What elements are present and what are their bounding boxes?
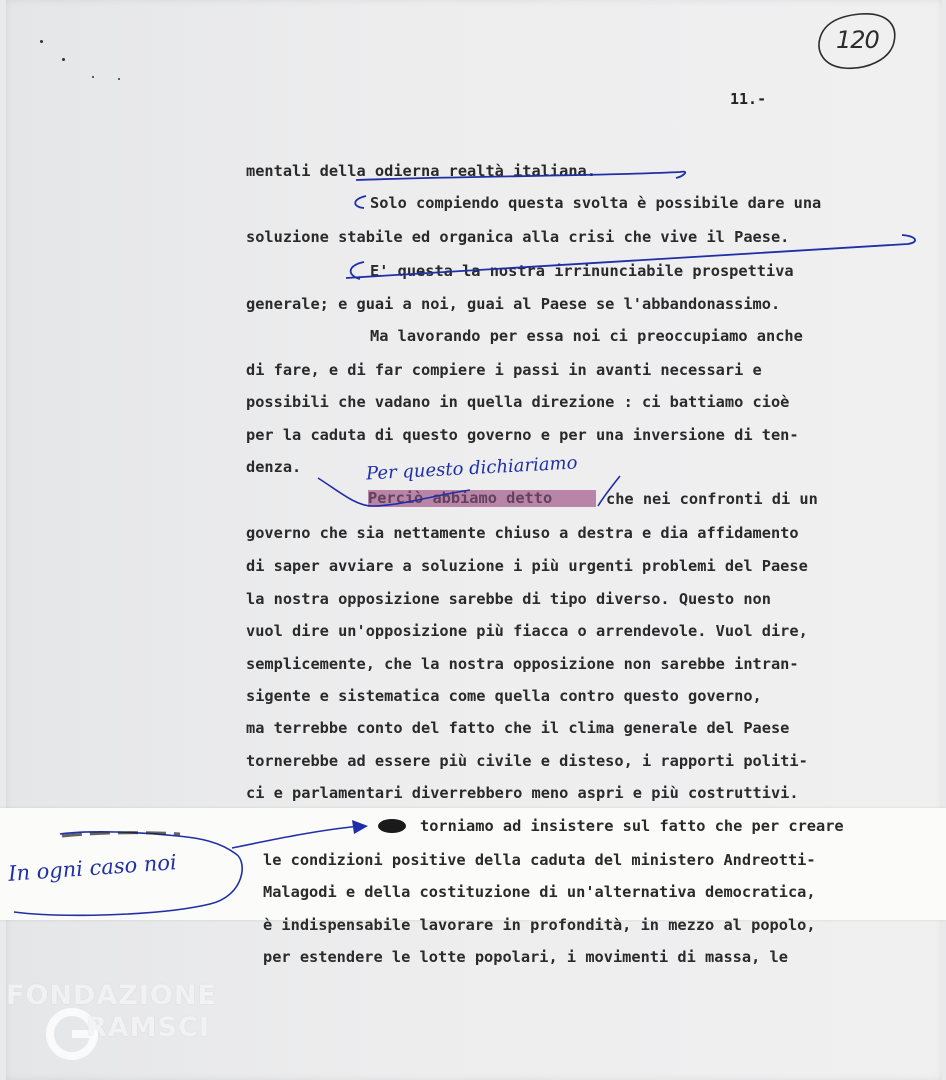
fondazione-gramsci-watermark [6, 980, 246, 1070]
typed-line: di fare, e di far compiere i passi in avanti necessari e [246, 361, 762, 379]
typed-line: denza. [246, 458, 302, 476]
typed-line: generale; e guai a noi, guai al Paese se l'abbandonassimo. [246, 295, 781, 313]
typed-line: vuol dire un'opposizione più fiacca o arrendevole. Vuol dire, [246, 622, 808, 640]
typed-line: soluzione stabile ed organica alla crisi che vive il Paese. [246, 228, 790, 246]
paper-speck [118, 78, 120, 80]
typed-line: per la caduta di questo governo e per una inversione di ten- [246, 426, 799, 444]
watermark-text: RAMSCI [86, 1012, 210, 1043]
paper-speck [92, 76, 94, 78]
typed-line: per estendere le lotte popolari, i movimenti di massa, le [263, 948, 788, 966]
typed-line: è indispensabile lavorare in profondità, in mezzo al popolo, [263, 916, 816, 934]
typed-line: la nostra opposizione sarebbe di tipo diverso. Questo non [246, 590, 771, 608]
watermark-text: FONDAZIONE [6, 980, 217, 1011]
typed-line: sigente e sistematica come quella contro questo governo, [246, 687, 762, 705]
typed-line: tornerebbe ad essere più civile e disteso, i rapporti politi- [246, 752, 808, 770]
handwritten-margin-note: In ogni caso noi [7, 850, 178, 886]
typed-line: Malagodi e della costituzione di un'alternativa democratica, [263, 883, 816, 901]
struck-out-text: Perciò abbiamo detto [368, 489, 553, 507]
typed-line: le condizioni positive della caduta del ministero Andreotti- [263, 851, 816, 869]
typed-line: di saper avviare a soluzione i più urgenti problemi del Paese [246, 557, 808, 575]
typed-line: che nei confronti di un [606, 490, 818, 508]
handwritten-insert: Per questo dichiariamo [365, 452, 578, 485]
typed-line: Ma lavorando per essa noi ci preoccupiamo anche [370, 327, 803, 345]
page-number: 11.- [730, 90, 767, 108]
typed-line: possibili che vadano in quella direzione : ci battiamo cioè [246, 393, 790, 411]
typed-line: ci e parlamentari diverrebbero meno aspri e più costruttivi. [246, 784, 799, 802]
typed-line: mentali della odierna realtà italiana. [246, 162, 596, 180]
folio-number: 120 [836, 26, 879, 54]
typed-line: governo che sia nettamente chiuso a destra e dia affidamento [246, 524, 799, 542]
typed-line: ma terrebbe conto del fatto che il clima generale del Paese [246, 719, 790, 737]
typed-line: semplicemente, che la nostra opposizione non sarebbe intran- [246, 655, 799, 673]
typed-line: E' questa la nostra irrinunciabile prospettiva [370, 262, 794, 280]
paper-speck [40, 40, 43, 43]
paper-speck [62, 58, 65, 61]
typed-line: Solo compiendo questa svolta è possibile dare una [370, 194, 822, 212]
typed-line: torniamo ad insistere sul fatto che per creare [420, 817, 844, 835]
